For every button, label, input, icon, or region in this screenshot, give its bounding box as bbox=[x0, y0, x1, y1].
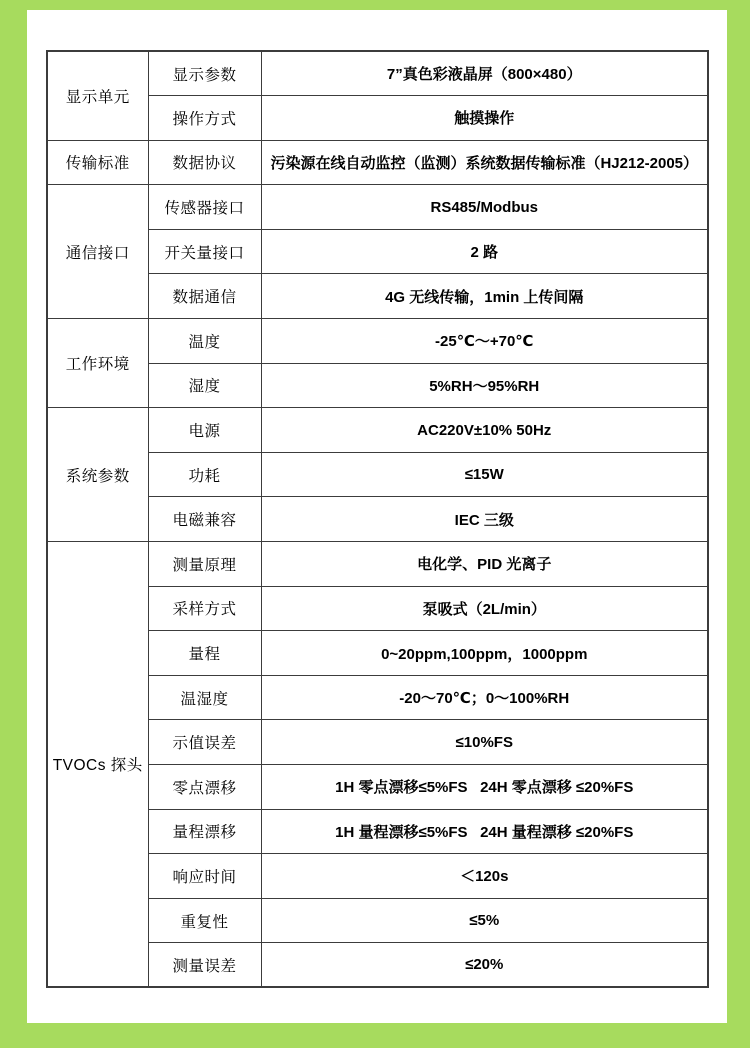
table-row bbox=[47, 185, 708, 230]
param-cell: 测量误差 bbox=[148, 943, 261, 988]
value-cell: 1H 零点漂移≤5%FS 24H 零点漂移 ≤20%FS bbox=[261, 765, 708, 810]
table-row bbox=[47, 542, 708, 587]
param-cell: 响应时间 bbox=[148, 854, 261, 899]
param-cell: 重复性 bbox=[148, 898, 261, 943]
param-cell: 传感器接口 bbox=[148, 185, 261, 230]
param-cell: 湿度 bbox=[148, 363, 261, 408]
value-cell: IEC 三级 bbox=[261, 497, 708, 542]
table-row bbox=[47, 319, 708, 364]
value-cell: ≤15W bbox=[261, 452, 708, 497]
param-cell: 量程漂移 bbox=[148, 809, 261, 854]
param-cell: 温度 bbox=[148, 319, 261, 364]
param-cell: 零点漂移 bbox=[148, 765, 261, 810]
content-panel bbox=[27, 10, 727, 1023]
value-cell: 5%RH～95%RH bbox=[261, 363, 708, 408]
value-cell: AC220V±10% 50Hz bbox=[261, 408, 708, 453]
value-cell: 污染源在线自动监控（监测）系统数据传输标准（HJ212-2005） bbox=[261, 140, 708, 185]
value-cell: 电化学、PID 光离子 bbox=[261, 542, 708, 587]
param-cell: 数据协议 bbox=[148, 140, 261, 185]
category-cell: 传输标准 bbox=[47, 140, 148, 185]
param-cell: 电磁兼容 bbox=[148, 497, 261, 542]
param-cell: 示值误差 bbox=[148, 720, 261, 765]
param-cell: 电源 bbox=[148, 408, 261, 453]
param-cell: 采样方式 bbox=[148, 586, 261, 631]
value-cell: -20～70℃；0～100%RH bbox=[261, 675, 708, 720]
category-cell: 通信接口 bbox=[47, 185, 148, 319]
value-cell: -25℃～+70℃ bbox=[261, 319, 708, 364]
param-cell: 数据通信 bbox=[148, 274, 261, 319]
value-cell: ≤10%FS bbox=[261, 720, 708, 765]
spec-table bbox=[46, 50, 709, 988]
value-cell: 0~20ppm,100ppm，1000ppm bbox=[261, 631, 708, 676]
param-cell: 功耗 bbox=[148, 452, 261, 497]
table-row bbox=[47, 140, 708, 185]
value-cell: ＜120s bbox=[261, 854, 708, 899]
category-cell: 系统参数 bbox=[47, 408, 148, 542]
value-cell: 触摸操作 bbox=[261, 96, 708, 141]
param-cell: 显示参数 bbox=[148, 51, 261, 96]
value-cell: 2 路 bbox=[261, 229, 708, 274]
param-cell: 量程 bbox=[148, 631, 261, 676]
category-cell: 显示单元 bbox=[47, 51, 148, 140]
category-cell: 工作环境 bbox=[47, 319, 148, 408]
value-cell: 4G 无线传输，1min 上传间隔 bbox=[261, 274, 708, 319]
table-row bbox=[47, 51, 708, 96]
value-cell: ≤5% bbox=[261, 898, 708, 943]
value-cell: ≤20% bbox=[261, 943, 708, 988]
param-cell: 开关量接口 bbox=[148, 229, 261, 274]
value-cell: 泵吸式（2L/min） bbox=[261, 586, 708, 631]
value-cell: 7”真色彩液晶屏（800×480） bbox=[261, 51, 708, 96]
table-row bbox=[47, 408, 708, 453]
param-cell: 测量原理 bbox=[148, 542, 261, 587]
category-cell: TVOCs 探头 bbox=[47, 542, 148, 988]
param-cell: 温湿度 bbox=[148, 675, 261, 720]
value-cell: RS485/Modbus bbox=[261, 185, 708, 230]
param-cell: 操作方式 bbox=[148, 96, 261, 141]
value-cell: 1H 量程漂移≤5%FS 24H 量程漂移 ≤20%FS bbox=[261, 809, 708, 854]
